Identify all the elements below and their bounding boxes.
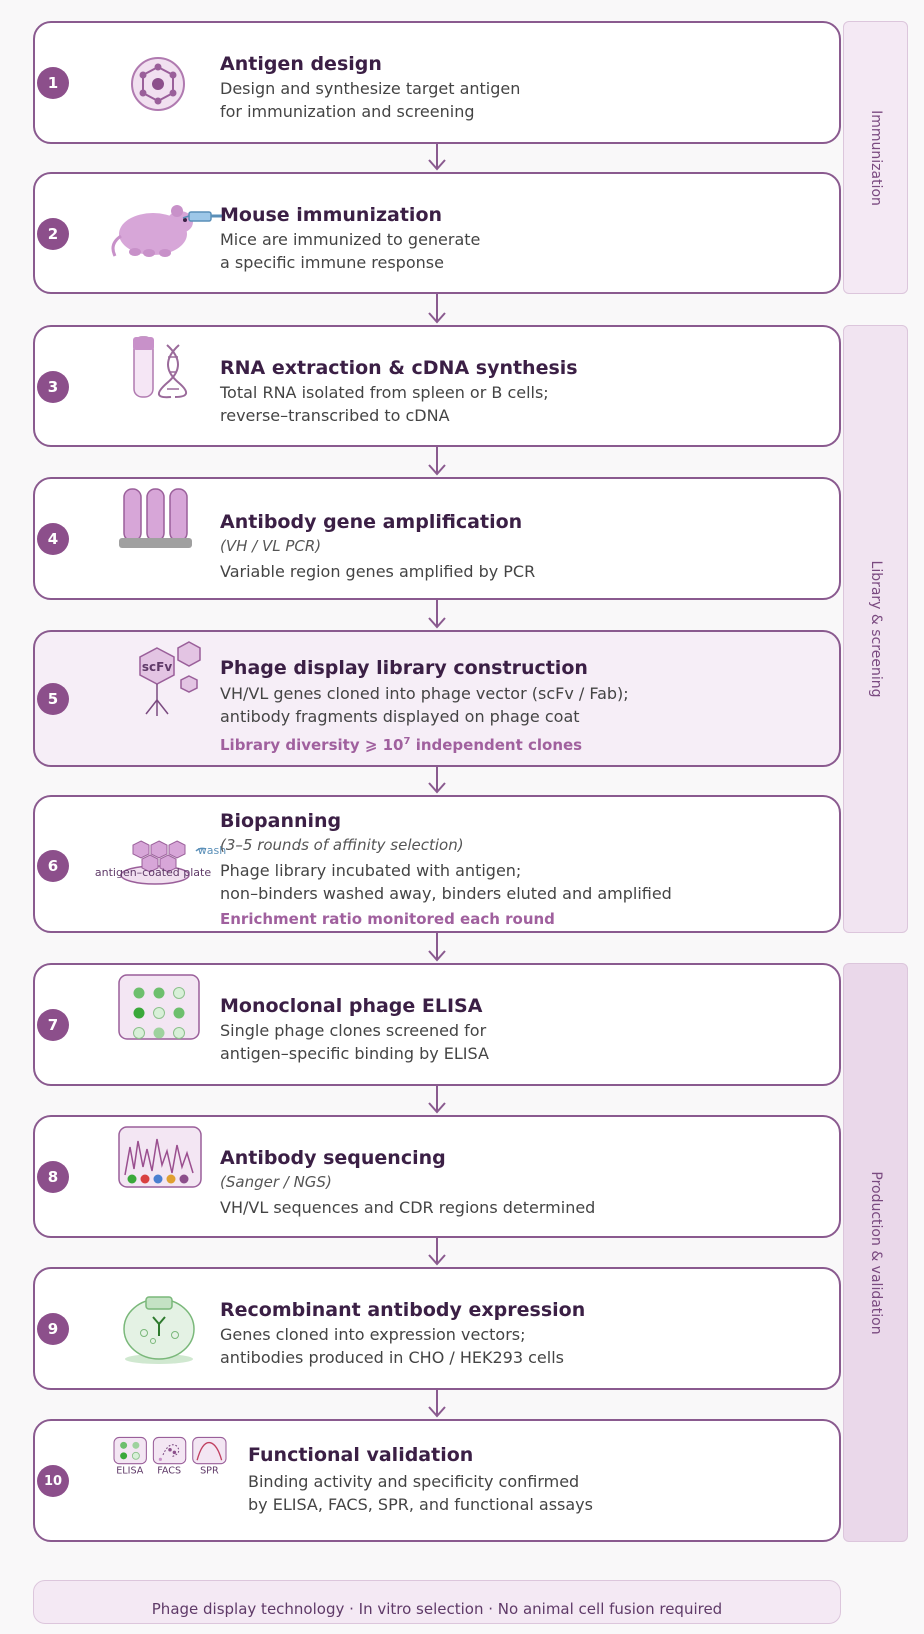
step-card-6 [33,795,841,933]
step-number-badge: 8 [37,1161,69,1193]
step-title: Monoclonal phage ELISA [220,995,483,1017]
step-title: Phage display library construction [220,657,588,679]
step-desc-line: Total RNA isolated from spleen or B cells; [220,383,549,402]
note-tail: independent clones [410,736,583,754]
step-desc-line: antibodies produced in CHO / HEK293 cells [220,1348,564,1367]
footer-text: Phage display technology · In vitro selection · No animal cell fusion required [151,1600,723,1618]
step-desc-line: Variable region genes amplified by PCR [220,562,536,581]
stage-library-screening [843,325,908,933]
step-card-9 [33,1267,841,1390]
step-title: Biopanning [220,810,342,832]
flow-arrow [425,1086,449,1115]
step-desc-line: Single phage clones screened for [220,1021,487,1040]
flow-arrow [425,767,449,795]
assay-panels-icon [79,1421,219,1544]
step-desc-line: Phage library incubated with antigen; [220,861,522,880]
step-card-1 [33,21,841,144]
step-desc-line: Binding activity and specificity confirmed [248,1472,580,1491]
step-subtitle: (VH / VL PCR) [220,537,322,555]
step-desc-line: non–binders washed away, binders eluted and amplified [220,884,672,903]
pcr-tubes-icon [79,479,219,602]
step-card-7 [33,963,841,1086]
stage-label: Immunization [867,109,884,206]
note-text: Library diversity ⩾ 10 [220,736,404,754]
step-desc-line: a specific immune response [220,253,444,272]
stage-label: Library & screening [867,560,884,698]
flow-arrow [425,294,449,325]
stage-production-validation [843,963,908,1542]
stage-immunization [843,21,908,294]
assay-label-spr: SPR [200,1465,219,1477]
flow-arrow [425,144,449,172]
step-desc-line: antigen–specific binding by ELISA [220,1044,489,1063]
step-note [220,731,819,756]
step-title: Recombinant antibody expression [220,1299,586,1321]
step-title: Antibody gene amplification [220,511,523,533]
flow-arrow [425,1238,449,1267]
step-card-5 [33,630,841,767]
step-subtitle: (3–5 rounds of affinity selection) [220,836,464,854]
step-title: Antigen design [220,53,382,75]
mouse-syringe-icon [79,174,219,296]
step-desc-line: Genes cloned into expression vectors; [220,1325,526,1344]
step-desc-line: Design and synthesize target antigen [220,79,521,98]
icon-label-plate: antigen–coated plate [94,866,212,879]
step-card-8 [33,1115,841,1238]
elisa-plate-icon [79,965,219,1088]
step-number-badge: 10 [37,1465,69,1497]
step-desc-line: by ELISA, FACS, SPR, and functional assays [248,1495,593,1514]
phage-scfv-icon [79,632,219,769]
chromatogram-icon [79,1117,219,1240]
step-card-10 [33,1419,841,1542]
step-desc-line: VH/VL sequences and CDR regions determined [220,1198,596,1217]
step-title: Antibody sequencing [220,1147,446,1169]
antigen-molecule-icon [79,23,219,146]
step-desc-line: antibody fragments displayed on phage coat [220,707,580,726]
step-title: Functional validation [248,1444,474,1466]
tube-dna-icon [79,327,219,449]
step-desc-line: for immunization and screening [220,102,475,121]
step-desc-line: VH/VL genes cloned into phage vector (scFv / Fab); [220,684,629,703]
flow-arrow [425,447,449,477]
step-number-badge: 5 [37,683,69,715]
step-card-4 [33,477,841,600]
step-title: Mouse immunization [220,204,443,226]
step-desc-line: Mice are immunized to generate [220,230,481,249]
step-card-3 [33,325,841,447]
step-number-badge: 1 [37,67,69,99]
step-subtitle: (Sanger / NGS) [220,1173,332,1191]
step-number-badge: 7 [37,1009,69,1041]
icon-label-wash: wash [197,844,227,857]
flow-arrow [425,600,449,630]
step-number-badge: 9 [37,1313,69,1345]
step-card-2 [33,172,841,294]
flow-arrow [425,1390,449,1419]
assay-label-facs: FACS [157,1465,182,1477]
step-note: Enrichment ratio monitored each round [220,910,555,928]
step-number-badge: 6 [37,850,69,882]
step-number-badge: 4 [37,523,69,555]
stage-label: Production & validation [867,1170,884,1335]
coated-plate-icon [79,797,227,935]
cell-culture-icon [79,1269,219,1392]
step-title: RNA extraction & cDNA synthesis [220,357,578,379]
icon-label-scfv: scFv [141,660,173,674]
step-number-badge: 3 [37,371,69,403]
flow-arrow [425,933,449,963]
note-exponent: 7 [403,736,411,747]
assay-label-elisa: ELISA [116,1465,144,1477]
step-desc-line: reverse–transcribed to cDNA [220,406,450,425]
footer-banner [33,1580,841,1624]
step-number-badge: 2 [37,218,69,250]
